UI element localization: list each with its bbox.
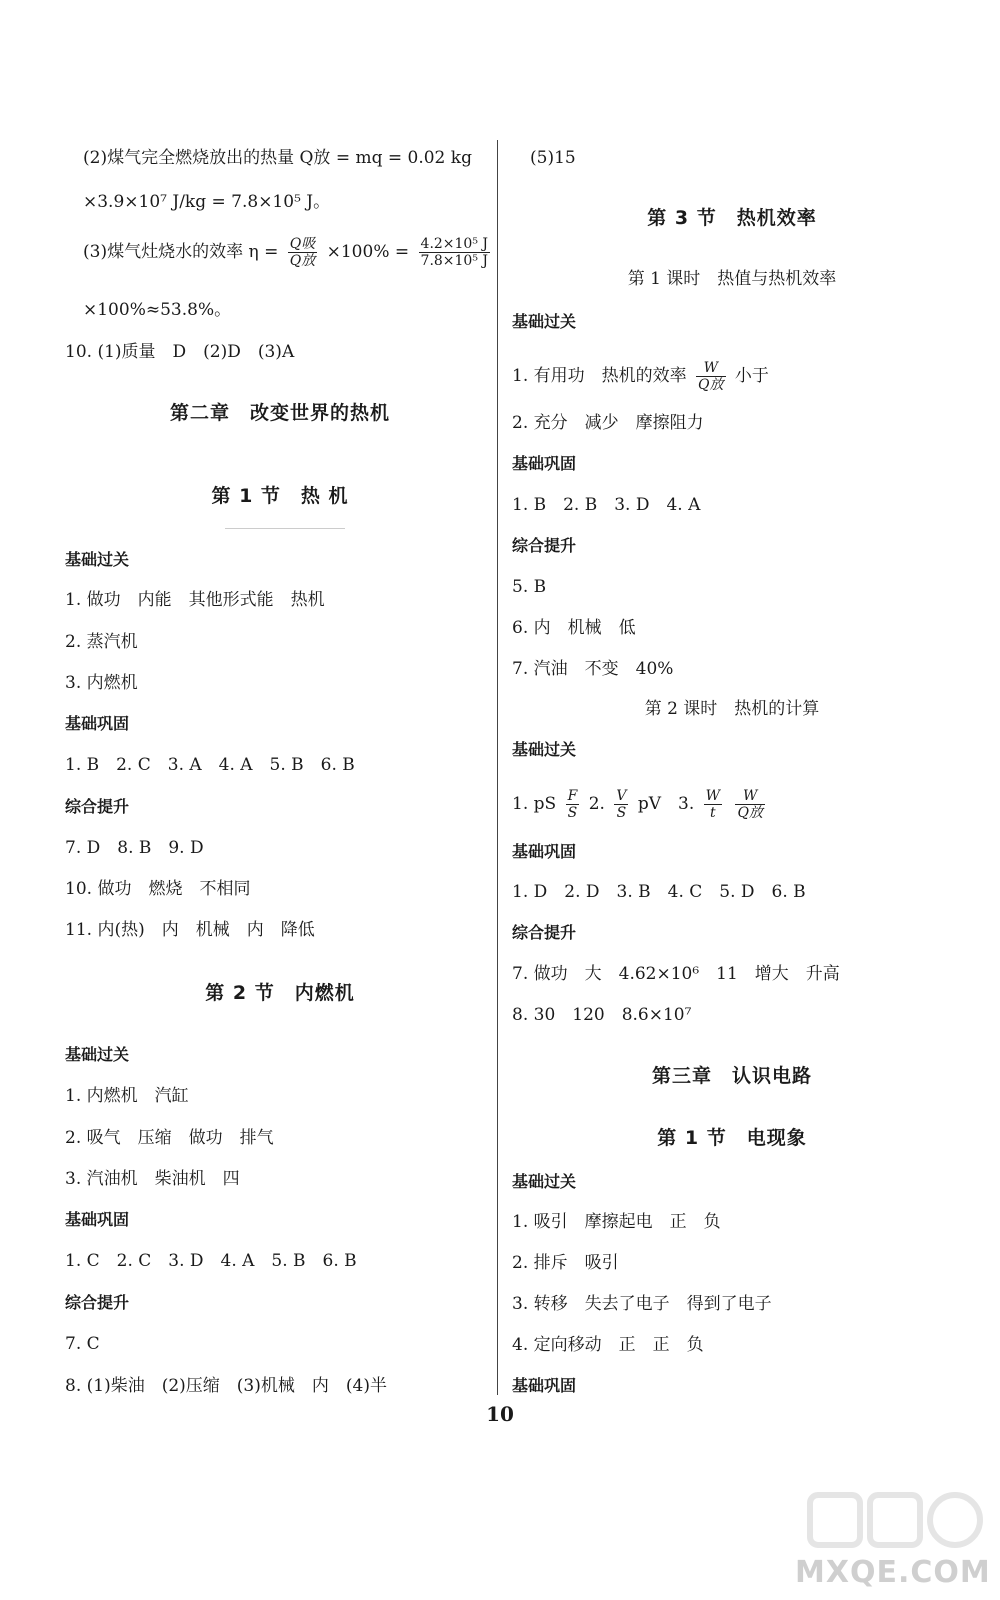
answer-line: 1. 内燃机 汽缸 [65,1086,189,1106]
subheading: 基础过关 [512,740,577,759]
answer-text: 2. [588,794,605,814]
answer-line: 2. 排斥 吸引 [512,1253,619,1273]
answer-line: 3. 内燃机 [65,673,138,693]
answer-line: 7. 汽油 不变 40% [512,659,674,679]
answer-line: 10. 做功 燃烧 不相同 [65,879,251,899]
answer-line: 2. 吸气 压缩 做功 排气 [65,1128,274,1148]
answer-line: 2. 充分 减少 摩擦阻力 [512,413,704,433]
answer-line: (5)15 [530,148,576,168]
subheading: 基础巩固 [65,1210,130,1229]
answer-line: ×3.9×10⁷ J/kg = 7.8×10⁵ J。 [83,192,331,212]
numerator: W [696,360,725,377]
answer-line [512,788,769,821]
subheading: 综合提升 [512,536,577,555]
answer-line: 10. (1)质量 D (2)D (3)A [65,342,295,362]
answer-text: pV 3. [637,794,695,814]
answer-line: 4. 定向移动 正 正 负 [512,1335,704,1355]
subheading: 基础过关 [512,312,577,331]
answer-line: 1. 做功 内能 其他形式能 热机 [65,590,325,610]
answer-line: ×100%≈53.8%。 [83,300,232,320]
column-divider [497,140,498,1395]
answer-line: 7. D 8. B 9. D [65,838,204,858]
answer-text: 小于 [734,366,769,386]
lesson-title: 第 1 课时 热值与热机效率 [627,269,837,289]
answer-line: 7. 做功 大 4.62×10⁶ 11 增大 升高 [512,964,840,984]
subheading: 基础巩固 [512,842,577,861]
numerator: V [616,788,627,804]
numerator: F [567,788,578,804]
fraction [704,788,722,821]
subheading: 基础巩固 [512,1376,577,1395]
numerator: W [735,788,764,805]
subheading: 基础过关 [65,1045,130,1064]
right-column [512,0,952,1420]
answer-line: 1. D 2. D 3. B 4. C 5. D 6. B [512,882,806,902]
decor-rule [225,528,345,529]
answer-line: 1. B 2. B 3. D 4. A [512,495,701,515]
answer-line: 3. 汽油机 柴油机 四 [65,1169,240,1189]
answer-line [512,360,769,393]
answer-text: 1. 有用功 热机的效率 [512,366,687,386]
subheading: 基础过关 [512,1172,577,1191]
fraction [566,788,580,821]
formula-text: (3)煤气灶烧水的效率 η = [83,242,279,262]
fraction [696,360,725,393]
answer-line: 5. B [512,577,547,597]
fraction [288,236,317,269]
section-title: 第 3 节 热机效率 [647,207,817,229]
denominator: S [616,805,627,821]
answer-line: 8. 30 120 8.6×10⁷ [512,1005,692,1025]
left-column [65,0,495,1420]
numerator: Q吸 [289,236,316,252]
denominator: 7.8×10⁵ J [420,253,489,269]
denominator: Q放 [289,253,316,269]
subheading: 综合提升 [512,923,577,942]
formula-text: ×100% = [326,242,410,262]
chapter-title: 第三章 认识电路 [651,1065,812,1087]
section-title: 第 1 节 热 机 [211,485,349,507]
answer-line: 3. 转移 失去了电子 得到了电子 [512,1294,772,1314]
denominator: Q放 [698,377,724,393]
answer-text: 1. pS [512,794,557,814]
answer-line: 1. B 2. C 3. A 4. A 5. B 6. B [65,755,355,775]
answer-line: 1. 吸引 摩擦起电 正 负 [512,1212,721,1232]
numerator: W [705,788,721,804]
answer-line: 1. C 2. C 3. D 4. A 5. B 6. B [65,1251,357,1271]
subheading: 基础巩固 [512,454,577,473]
section-title: 第 2 节 内燃机 [205,982,355,1004]
denominator: S [567,805,578,821]
numerator: 4.2×10⁵ J [420,236,489,252]
page-number: 10 [486,1402,514,1426]
fraction [735,788,764,821]
answer-line: 7. C [65,1334,100,1354]
answer-line: (2)煤气完全燃烧放出的热量 Q放 = mq = 0.02 kg [83,148,472,168]
answer-line: 8. (1)柴油 (2)压缩 (3)机械 内 (4)半 [65,1376,387,1396]
answer-line: 2. 蒸汽机 [65,632,138,652]
answer-line [83,236,494,269]
watermark-text: MXQE.COM [795,1555,991,1590]
subheading: 综合提升 [65,797,130,816]
denominator: t [710,805,716,821]
subheading: 综合提升 [65,1293,130,1312]
denominator: Q放 [737,805,763,821]
answer-line: 11. 内(热) 内 机械 内 降低 [65,920,315,940]
subheading: 基础巩固 [65,714,130,733]
chapter-title: 第二章 改变世界的热机 [169,402,390,424]
fraction [614,788,628,821]
answer-line: 6. 内 机械 低 [512,618,636,638]
section-title: 第 1 节 电现象 [657,1127,807,1149]
lesson-title: 第 2 课时 热机的计算 [644,699,820,719]
fraction [419,236,490,269]
subheading: 基础过关 [65,550,130,569]
